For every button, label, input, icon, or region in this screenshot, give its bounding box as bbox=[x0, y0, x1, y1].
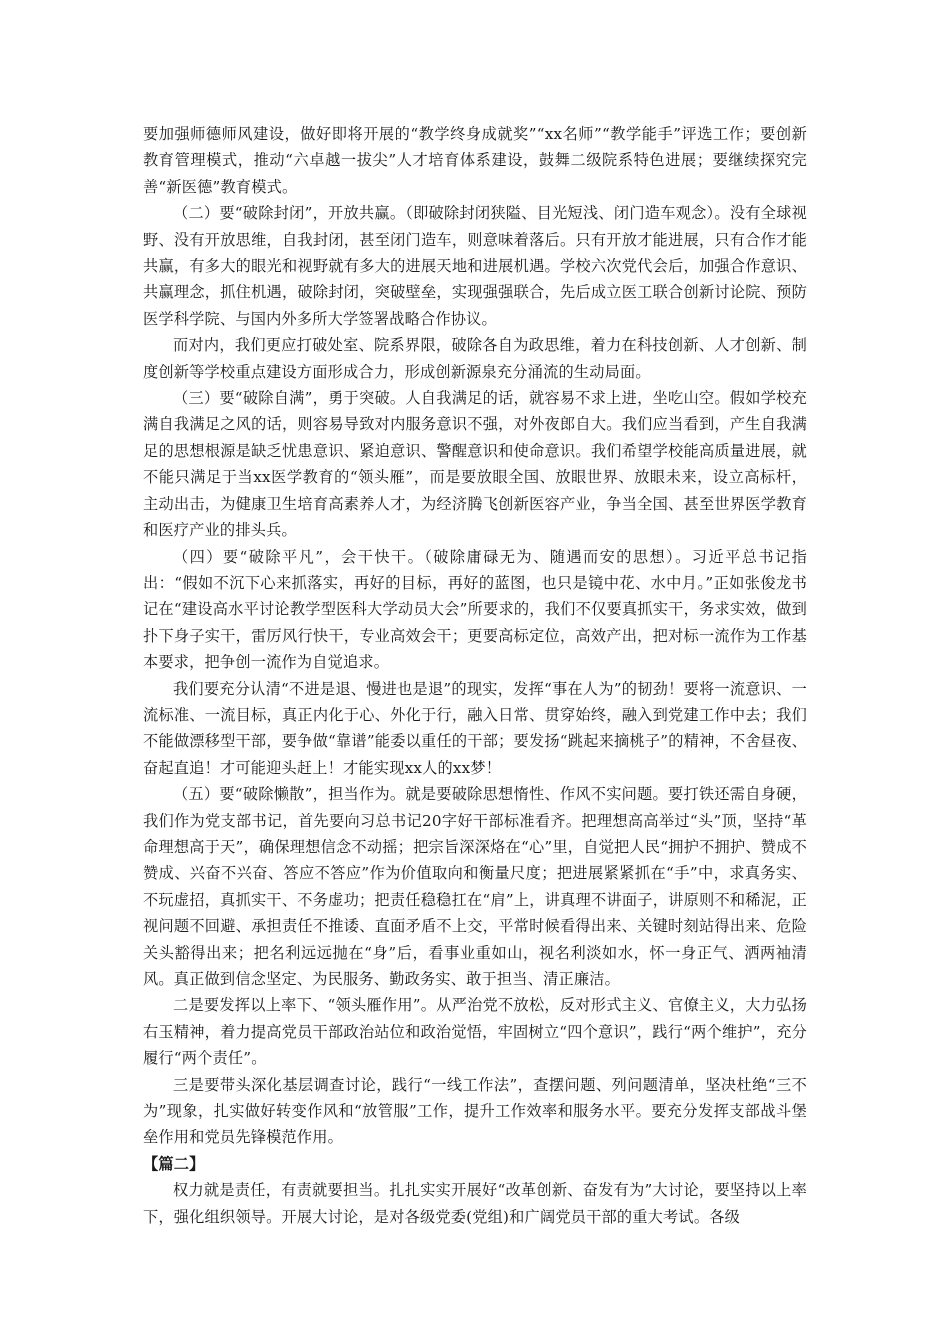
paragraph-internal: 而对内，我们更应打破处室、院系界限，破除各自为政思维，着力在科技创新、人才创新、制度创新等学校重点建设方面形成合力，形成创新源泉充分涌流的生动局面。 bbox=[143, 336, 807, 381]
section-heading: 【篇二】 bbox=[143, 1154, 205, 1173]
paragraph-section-4: （四）要“破除平凡”，会干快干。（破除庸碌无为、随遇而安的思想）。习近平总书记指出：“假如不沉下心来抓落实，再好的目标，再好的蓝图，也只是镜中花、水中月。”正如张俊龙书记在“建设高水平讨论教学型医科大学动员大会”所要求的，我们不仅要真抓实干，务求实效，做到扑下身子实干，雷厉风行快干，专业高效会干；更要高标定位，高效产出，把对标一流作为工作基本要求，把争创一流作为自觉追求。 bbox=[143, 547, 807, 672]
paragraph-continuation: 要加强师德师风建设，做好即将开展的“教学终身成就奖”“xx名师”“教学能手”评选工作；要创新教育管理模式，推动“六卓越一拔尖”人才培育体系建设，鼓舞二级院系特色进展；要继续探究完善“新医德”教育模式。 bbox=[143, 125, 807, 196]
paragraph-point-2: 二是要发挥以上率下、“领头雁作用”。从严治党不放松，反对形式主义、官僚主义，大力弘扬右玉精神，着力提高党员干部政治站位和政治觉悟，牢固树立“四个意识”，践行“两个维护”，充分履行“两个责任”。 bbox=[143, 996, 807, 1068]
document-body bbox=[143, 121, 807, 1230]
paragraph-first-class: 我们要充分认清“不进是退、慢进也是退”的现实，发挥“事在人为”的韧劲！要将一流意识、一流标准、一流目标，真正内化于心、外化于行，融入日常、贯穿始终，融入到党建工作中去；我们不能做漂移型干部，要争做“靠谱”能委以重任的干部；要发扬“跳起来摘桃子”的精神，不舍昼夜、奋起直追！才可能迎头赶上！才能实现xx人的xx梦！ bbox=[143, 679, 807, 777]
paragraph-part-2: 权力就是责任，有责就要担当。扎扎实实开展好“改革创新、奋发有为”大讨论，要坚持以上率下，强化组织领导。开展大讨论，是对各级党委(党组)和广阔党员干部的重大考试。各级 bbox=[143, 1181, 807, 1226]
paragraph-section-5: （五）要“破除懒散”，担当作为。就是要破除思想惰性、作风不实问题。要打铁还需自身硬，我们作为党支部书记，首先要向习总书记20字好干部标准看齐。把理想高高举过“头”顶，坚持“革命理想高于天”，确保理想信念不动摇；把宗旨深深烙在“心”里，自觉把人民“拥护不拥护、赞成不赞成、兴奋不兴奋、答应不答应”作为价值取向和衡量尺度；把进展紧紧抓在“手”中，求真务实、不玩虚招，真抓实干、不务虚功；把责任稳稳扛在“肩”上，讲真理不讲面子，讲原则不和稀泥，正视问题不回避、承担责任不推诿、直面矛盾不上交，平常时候看得出来、关键时刻站得出来、危险关头豁得出来；把名利远远抛在“身”后，看事业重如山，视名利淡如水，怀一身正气、洒两袖清风。真正做到信念坚定、为民服务、勤政务实、敢于担当、清正廉洁。 bbox=[143, 785, 807, 988]
paragraph-section-2: （二）要“破除封闭”，开放共赢。（即破除封闭狭隘、目光短浅、闭门造车观念）。没有全球视野、没有开放思维，自我封闭，甚至闭门造车，则意味着落后。只有开放才能进展，只有合作才能共赢，有多大的眼光和视野就有多大的进展天地和进展机遇。学校六次党代会后，加强合作意识、共赢理念，抓住机遇，破除封闭，突破壁垒，实现强强联合，先后成立医工联合创新讨论院、预防医学科学院、与国内外多所大学签署战略合作协议。 bbox=[143, 204, 807, 328]
paragraph-section-3: （三）要“破除自满”，勇于突破。人自我满足的话，就容易不求上进，坐吃山空。假如学校充满自我满足之风的话，则容易导致对内服务意识不强，对外夜郎自大。我们应当看到，产生自我满足的思想根源是缺乏忧患意识、紧迫意识、警醒意识和使命意识。我们希望学校能高质量进展，就不能只满足于当xx医学教育的“领头雁”，而是要放眼全国、放眼世界、放眼未来，设立高标杆，主动出击，为健康卫生培育高素养人才，为经济腾飞创新医容产业，争当全国、甚至世界医学教育和医疗产业的排头兵。 bbox=[143, 389, 807, 540]
paragraph-point-3: 三是要带头深化基层调查讨论，践行“一线工作法”，查摆问题、列问题清单，坚决杜绝“三不为”现象，扎实做好转变作风和“放管服”工作，提升工作效率和服务水平。要充分发挥支部战斗堡垒作用和党员先锋模范作用。 bbox=[143, 1075, 807, 1147]
